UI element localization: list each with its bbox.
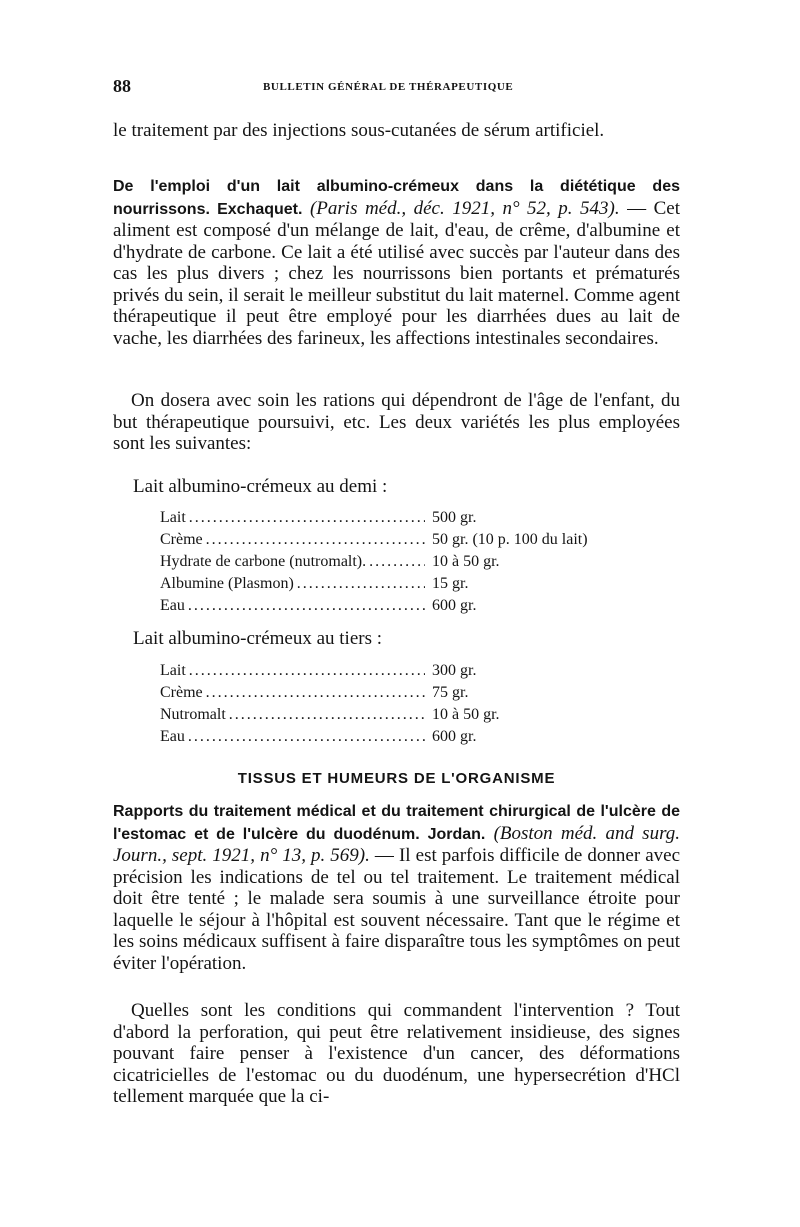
recipe-table-tiers — [160, 660, 660, 748]
ingredient-name: Hydrate de carbone (nutromalt). . . . — [160, 551, 425, 573]
recipe-row — [160, 507, 660, 529]
article-text: — Il est parfois difficile de donner avec précision les indications de tel ou tel traitement. Le traitement médical doit être tenté ; le malade sera soumis à une surveillance étroite pour laquelle le séjour à l'hôpital est souvent nécessaire. Tant que le régime et les soins médicaux suffisent à faire disparaître tous les symptômes on peut éviter l'opération. — [113, 845, 681, 974]
ingredient-name: Lait . . . — [160, 660, 425, 682]
ingredient-quantity: 15 gr. — [432, 575, 469, 592]
ingredient-name: Lait . . . — [160, 507, 425, 529]
ingredient-name: Eau . . . — [160, 726, 425, 748]
ingredient-quantity: 600 gr. — [432, 597, 477, 614]
recipe-row — [160, 551, 660, 573]
ingredient-name: Crème . . . — [160, 682, 425, 704]
ingredient-quantity: 300 gr. — [432, 662, 477, 679]
paragraph-continuation: le traitement par des injections sous-cutanées de sérum artificiel. — [113, 120, 605, 141]
ingredient-quantity: 500 gr. — [432, 509, 477, 526]
abstract-text: — Cet aliment est composé d'un mélange de lait, d'eau, de crême, d'albumine et d'hydrate de carbone. Ce lait a été utilisé avec succès par l'auteur dans des cas les plus divers ; chez les nourrissons bien portants et prématurés privés du sein, il serait le meilleur substitut du lait maternel. Comme agent thérapeutique il peut être employé pour les diarrhées dues au lait de vache, les diarrhées des farineux, les affections intestinales secondaires. — [113, 197, 680, 349]
ingredient-quantity: 10 à 50 gr. — [432, 706, 500, 723]
ingredient-name: Nutromalt . . . — [160, 704, 425, 726]
ingredient-quantity: 50 gr. (10 p. 100 du lait) — [432, 531, 588, 548]
paragraph-intervention: Quelles sont les conditions qui commandent l'intervention ? Tout d'abord la perforation, qui peut être relativement insidieuse, des signes pouvant faire penser à l'existence d'un cancer, des déformations cicatricielles de l'estomac ou du duodénum, une hypersecrétion d'HCl tellement marquée que la ci- — [113, 1000, 680, 1107]
ingredient-quantity: 600 gr. — [432, 728, 477, 745]
abstract-title: De l'emploi d'un lait albumino-crémeux dans la diététique des nourrissons. Exchaquet. — [113, 178, 680, 218]
recipe-row — [160, 573, 660, 595]
recipe-table-demi — [160, 507, 660, 617]
page-header — [113, 76, 680, 100]
recipe-title-tiers: Lait albumino-crémeux au tiers : — [133, 628, 383, 649]
recipe-row — [160, 529, 660, 551]
page-number: 88 — [113, 76, 131, 96]
running-title: BULLETIN GÉNÉRAL DE THÉRAPEUTIQUE — [263, 81, 514, 93]
section-heading: TISSUS ET HUMEURS DE L'ORGANISME — [237, 770, 556, 787]
recipe-row — [160, 682, 660, 704]
recipe-row — [160, 595, 660, 617]
ingredient-name: Crème . . . — [160, 529, 425, 551]
article-citation: (Boston méd. and surg. Journ., sept. 1921, n° 13, p. 569). — [113, 822, 681, 866]
recipe-row — [160, 704, 660, 726]
abstract-citation: (Paris méd., déc. 1921, n° 52, p. 543). — [309, 197, 620, 219]
paragraph-dosage: On dosera avec soin les rations qui dépendront de l'âge de l'enfant, du but thérapeutique poursuivi, etc. Les deux variétés les plus employées sont les suivantes: — [113, 390, 680, 454]
paragraph-ulcere — [113, 800, 680, 974]
ingredient-name: Eau . . . — [160, 595, 425, 617]
paragraph-lait-albumino — [113, 175, 680, 349]
recipe-row — [160, 660, 660, 682]
ingredient-quantity: 10 à 50 gr. — [432, 553, 500, 570]
ingredient-quantity: 75 gr. — [432, 684, 469, 701]
recipe-row — [160, 726, 660, 748]
ingredient-name: Albumine (Plasmon) . . . — [160, 573, 425, 595]
recipe-title-demi: Lait albumino-crémeux au demi : — [133, 476, 388, 497]
article-title: Rapports du traitement médical et du traitement chirurgical de l'ulcère de l'estomac et de l'ulcère du duodénum. Jordan. — [113, 803, 680, 843]
